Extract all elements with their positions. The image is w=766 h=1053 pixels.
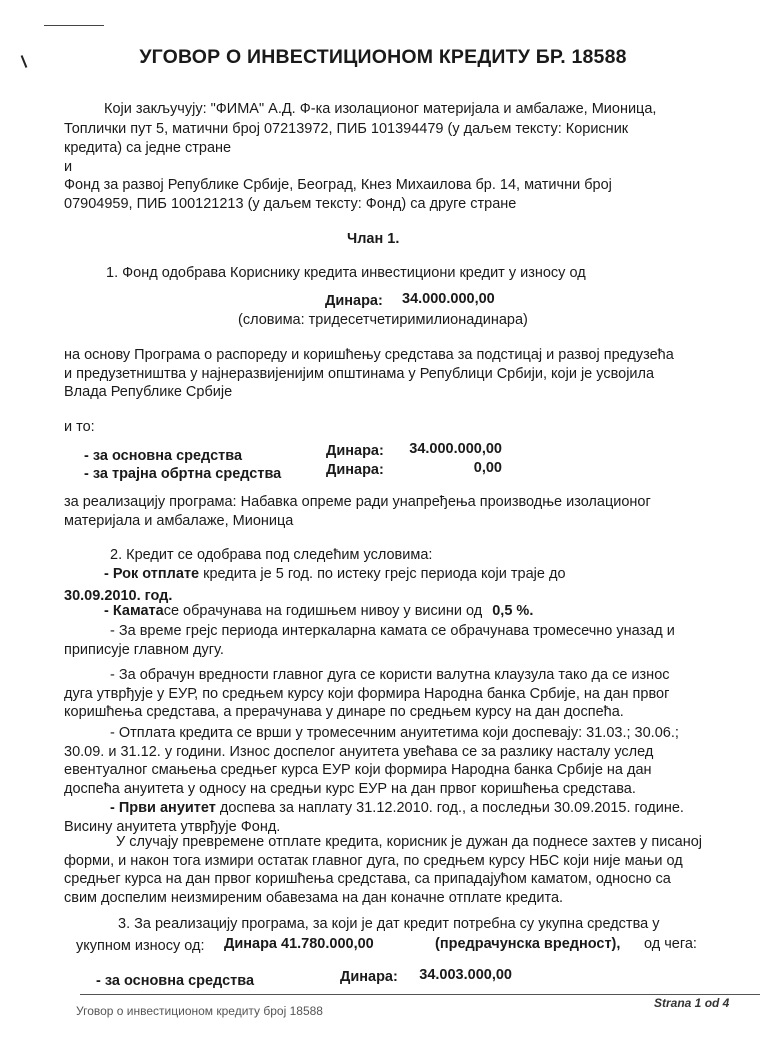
parties-line-5: Фонд за развој Републике Србије, Београд, Кнез Михаилова бр. 14, матични број [64, 177, 612, 193]
article-heading: Члан 1. [347, 231, 400, 247]
fixed-assets-currency: Динара: [326, 443, 384, 459]
article-p2: 2. Кредит се одобрава под следећим условима: [110, 547, 433, 563]
repayment-term-line [104, 565, 566, 583]
early-repayment-line-1: У случају превремене отплате кредита, корисник је дужан да поднесе захтев у писаној [116, 834, 702, 850]
total-fixed-assets-label: - за основна средства [96, 973, 255, 989]
basis-line-1: на основу Програма о распореду и коришћењу средстава за подстицај и развој предузећа [64, 347, 674, 363]
total-amount-suffix: од чега: [644, 936, 697, 952]
basis-line-2: и предузетништва у најнеразвијенијим општинама у Републици Србији, који је усвојила [64, 366, 655, 382]
and-label: и то: [64, 419, 95, 435]
interest-text: се обрачунава на годишњем нивоу у висини од [163, 603, 483, 619]
total-amount-note: (предрачунска вредност), [435, 936, 621, 952]
currency-clause-line-1: - За обрачун вредности главног дуга се користи валутна клаузула тако да се износ [110, 667, 670, 683]
working-capital-currency: Динара: [326, 462, 384, 478]
amount-label: Динара: [325, 293, 383, 309]
repayment-term-text: кредита је 5 год. по истеку грејс периода који траје до [203, 566, 566, 582]
article-p1: 1. Фонд одобрава Кориснику кредита инвестициони кредит у износу од [106, 265, 586, 281]
interest-label: - Камата [104, 603, 164, 619]
parties-line-1: Који закључују: "ФИМА" А.Д. Ф-ка изолационог материјала и амбалаже, Мионица, [104, 101, 657, 117]
total-amount-value: Динара 41.780.000,00 [224, 936, 374, 952]
purpose-line-2: материјала и амбалаже, Мионица [64, 513, 294, 529]
repayment-line-1: - Отплата кредита се врши у тромесечним ануитетима који доспевају: 31.03.; 30.06.; [110, 725, 679, 741]
total-fixed-assets-value: 34.003.000,00 [419, 967, 512, 983]
fixed-assets-value: 34.000.000,00 [409, 441, 502, 457]
parties-line-4: и [64, 159, 73, 175]
footer-text: Уговор о инвестиционом кредиту број 18588 [76, 1004, 323, 1018]
grace-line-1: - За време грејс периода интеркаларна камата се обрачунава тромесечно уназад и [110, 623, 675, 639]
interest-rate: 0,5 %. [492, 603, 534, 619]
amount-words: (словима: тридесетчетиримилионадинара) [238, 312, 528, 328]
repayment-term-label: - Рок отплате [104, 566, 200, 582]
footer-divider [80, 994, 760, 995]
scan-mark-line [44, 25, 104, 26]
currency-clause-line-3: коришћења средстава, а прерачунава у динаре по средњем курсу на дан доспећа. [64, 704, 624, 720]
repayment-line-4: доспећа ануитета у односу на средњи курс ЕУР на дан првог коришћења средстава. [64, 781, 636, 797]
parties-line-2: Топлички пут 5, матични број 07213972, ПИБ 101394479 (у даљем тексту: Корисник [64, 121, 629, 137]
first-annuity-line-2: Висину ануитета утврђује Фонд. [64, 819, 281, 835]
purpose-line-1: за реализацију програма: Набавка опреме ради унапређења производње изолационог [64, 494, 651, 510]
working-capital-value: 0,00 [473, 460, 502, 476]
first-annuity-line [110, 799, 684, 817]
page-number: Strana 1 od 4 [654, 996, 730, 1010]
first-annuity-text: доспева за наплату 31.12.2010. год., а последњи 30.09.2015. године. [219, 800, 684, 816]
amount-value: 34.000.000,00 [402, 291, 495, 307]
interest-line [104, 602, 533, 620]
total-fixed-assets-currency: Динара: [340, 969, 398, 985]
parties-line-6: 07904959, ПИБ 100121213 (у даљем тексту: Фонд) са друге стране [64, 196, 517, 212]
working-capital-label: - за трајна обртна средства [84, 466, 282, 482]
article-p3-line-1: 3. За реализацију програма, за који је дат кредит потребна су укупна средства у [118, 916, 660, 932]
early-repayment-line-3: средњег курса на дан првог коришћења средстава, са припадајућом каматом, односно са [64, 871, 671, 887]
document-title: УГОВОР О ИНВЕСТИЦИОНОМ КРЕДИТУ БР. 18588 [139, 46, 627, 68]
basis-line-3: Влада Републике Србије [64, 384, 233, 400]
grace-line-2: приписује главном дугу. [64, 642, 224, 658]
repayment-line-2: 30.09. и 31.12. у години. Износ доспелог ануитета увећава се за разлику насталу услед [64, 744, 654, 760]
repayment-line-3: евентуалног смањења средњег курса ЕУР који формира Народна банка Србије на дан [64, 762, 652, 778]
fixed-assets-label: - за основна средства [84, 448, 243, 464]
first-annuity-label: - Први ануитет [110, 800, 216, 816]
currency-clause-line-2: дуга утврђује у ЕУР, по средњем курсу који формира Народна банка Србије, на дан првог [64, 686, 670, 702]
parties-line-3: кредита) са једне стране [64, 140, 232, 156]
grace-period-date: 30.09.2010. год. [64, 588, 173, 604]
total-amount-prefix: укупном износу од: [76, 938, 205, 954]
early-repayment-line-2: форми, и након тога измири остатак главног дуга, по средњем курсу НБС који није мањи од [64, 853, 683, 869]
early-repayment-line-4: свим доспелим неизмиреним обавезама на дан коначне отплате кредита. [64, 890, 564, 906]
